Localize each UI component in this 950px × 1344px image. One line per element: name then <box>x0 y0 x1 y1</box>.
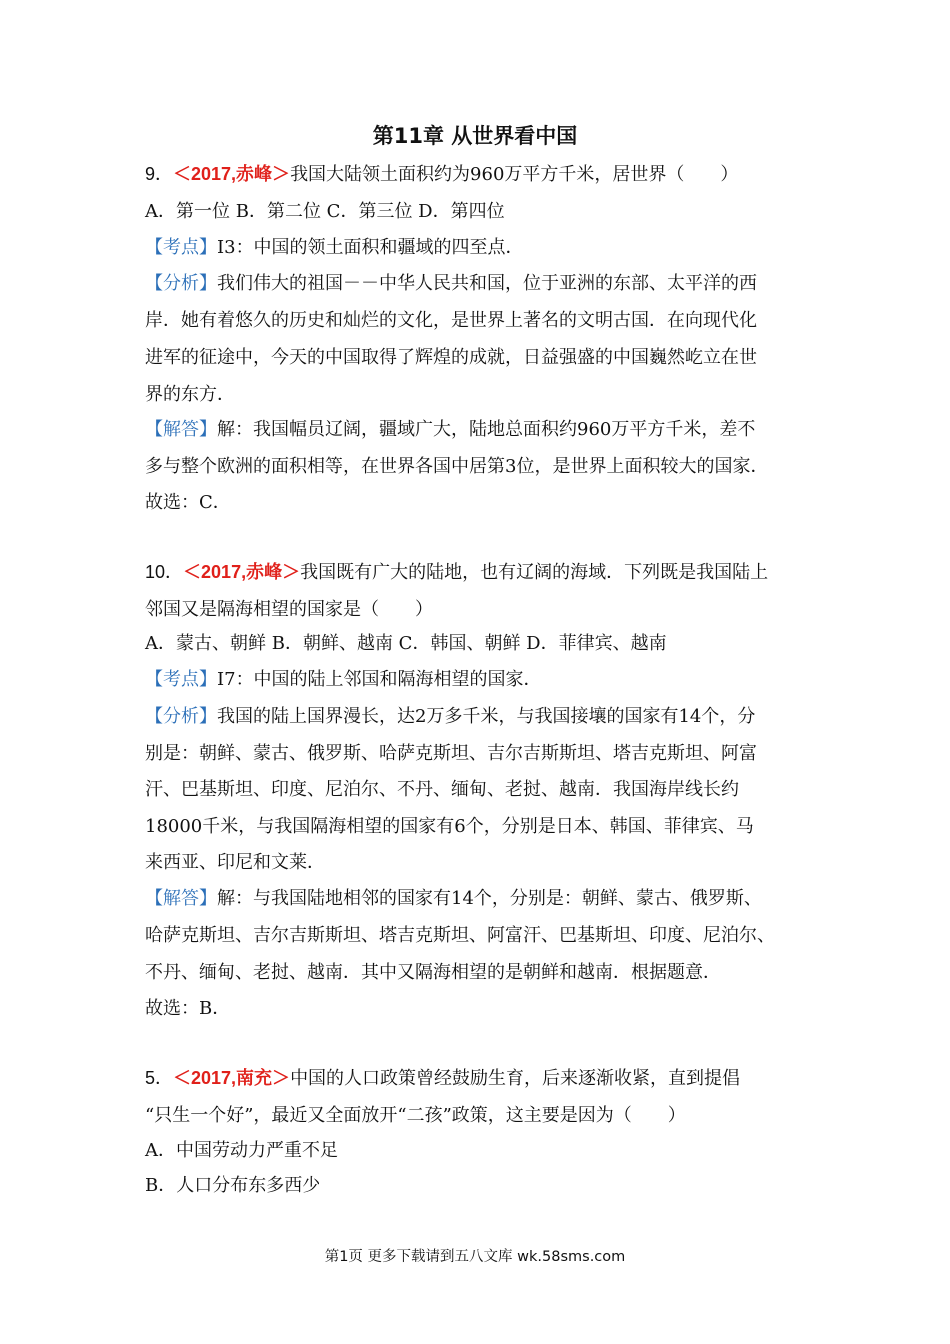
q5-stem-line <box>145 1064 740 1090</box>
q10-kaodian-text: I7：中国的陆上邻国和隔海相望的国家． <box>217 669 542 690</box>
q9-number: 9． <box>145 164 174 184</box>
q10-options: A．蒙古、朝鲜 B．朝鲜、越南 C．韩国、朝鲜 D．菲律宾、越南 <box>145 633 667 654</box>
q9-options: A．第一位 B．第二位 C．第三位 D．第四位 <box>145 201 505 222</box>
q9-fenxi-line: 进军的征途中，今天的中国取得了辉煌的成就，日益强盛的中国巍然屹立在世 <box>145 347 757 368</box>
q9-jieda <box>145 415 755 441</box>
q9-jieda-line: 解：我国幅员辽阔，疆域广大，陆地总面积约960万平方千米，差不 <box>217 419 756 440</box>
page-footer: 第1页 更多下载请到五八文库 wk.58sms.com <box>324 1249 626 1265</box>
q9-jieda-line: 多与整个欧洲的面积相等，在世界各国中居第3位，是世界上面积较大的国家． <box>145 456 769 477</box>
q10-source: ＜2017,赤峰＞ <box>183 562 301 582</box>
q10-jieda-line: 哈萨克斯坦、吉尔吉斯斯坦、塔吉克斯坦、阿富汗、巴基斯坦、印度、尼泊尔、 <box>145 925 775 946</box>
q10-answer: 故选：B． <box>145 998 231 1019</box>
q10-fenxi-line: 来西亚、印尼和文莱． <box>145 852 325 873</box>
q5-stem: 中国的人口政策曾经鼓励生育，后来逐渐收紧，直到提倡 <box>290 1068 741 1089</box>
jieda-tag: 【解答】 <box>145 419 217 440</box>
q10-stem-line <box>145 558 768 584</box>
q9-stem: 我国大陆领土面积约为960万平方千米，居世界（ ） <box>290 164 739 185</box>
q9-kaodian-text: I3：中国的领土面积和疆域的四至点． <box>217 237 524 258</box>
kaodian-tag: 【考点】 <box>145 237 217 258</box>
fenxi-tag: 【分析】 <box>145 273 217 294</box>
q9-fenxi <box>145 269 757 295</box>
page-title: 第11章 从世界看中国 <box>372 124 578 148</box>
q10-fenxi-line: 汗、巴基斯坦、印度、尼泊尔、不丹、缅甸、老挝、越南．我国海岸线长约 <box>145 779 739 800</box>
q10-kaodian <box>145 665 542 691</box>
q9-source: ＜2017,赤峰＞ <box>173 164 291 184</box>
fenxi-tag: 【分析】 <box>145 706 217 727</box>
q10-fenxi-line: 我国的陆上国界漫长，达2万多千米，与我国接壤的国家有14个，分 <box>217 706 756 727</box>
q9-fenxi-line: 界的东方． <box>145 384 235 405</box>
q10-jieda <box>145 884 762 910</box>
q10-fenxi-line: 别是：朝鲜、蒙古、俄罗斯、哈萨克斯坦、吉尔吉斯斯坦、塔吉克斯坦、阿富 <box>145 743 757 764</box>
q10-fenxi-line: 18000千米，与我国隔海相望的国家有6个，分别是日本、韩国、菲律宾、马 <box>145 816 754 837</box>
q9-stem-line <box>145 160 738 186</box>
kaodian-tag: 【考点】 <box>145 669 217 690</box>
q5-stem-line: “只生一个好”，最近又全面放开“二孩”政策，这主要是因为（ ） <box>145 1105 686 1126</box>
q10-stem-line: 邻国又是隔海相望的国家是（ ） <box>145 599 433 620</box>
q5-option-b: B．人口分布东多西少 <box>145 1175 321 1196</box>
q10-fenxi <box>145 702 755 728</box>
q5-option-a: A．中国劳动力严重不足 <box>145 1140 338 1161</box>
q9-answer: 故选：C． <box>145 492 231 513</box>
q9-fenxi-line: 我们伟大的祖国－－中华人民共和国，位于亚洲的东部、太平洋的西 <box>217 273 757 294</box>
q10-jieda-line: 不丹、缅甸、老挝、越南．其中又隔海相望的是朝鲜和越南．根据题意． <box>145 962 721 983</box>
q5-number: 5． <box>145 1068 174 1088</box>
q10-jieda-line: 解：与我国陆地相邻的国家有14个，分别是：朝鲜、蒙古、俄罗斯、 <box>217 888 762 909</box>
q10-stem: 我国既有广大的陆地，也有辽阔的海域．下列既是我国陆上 <box>300 562 769 583</box>
q5-source: ＜2017,南充＞ <box>173 1068 291 1088</box>
q9-fenxi-line: 岸．她有着悠久的历史和灿烂的文化，是世界上著名的文明古国．在向现代化 <box>145 310 757 331</box>
q10-number: 10． <box>145 562 184 582</box>
jieda-tag: 【解答】 <box>145 888 217 909</box>
q9-kaodian <box>145 233 524 259</box>
